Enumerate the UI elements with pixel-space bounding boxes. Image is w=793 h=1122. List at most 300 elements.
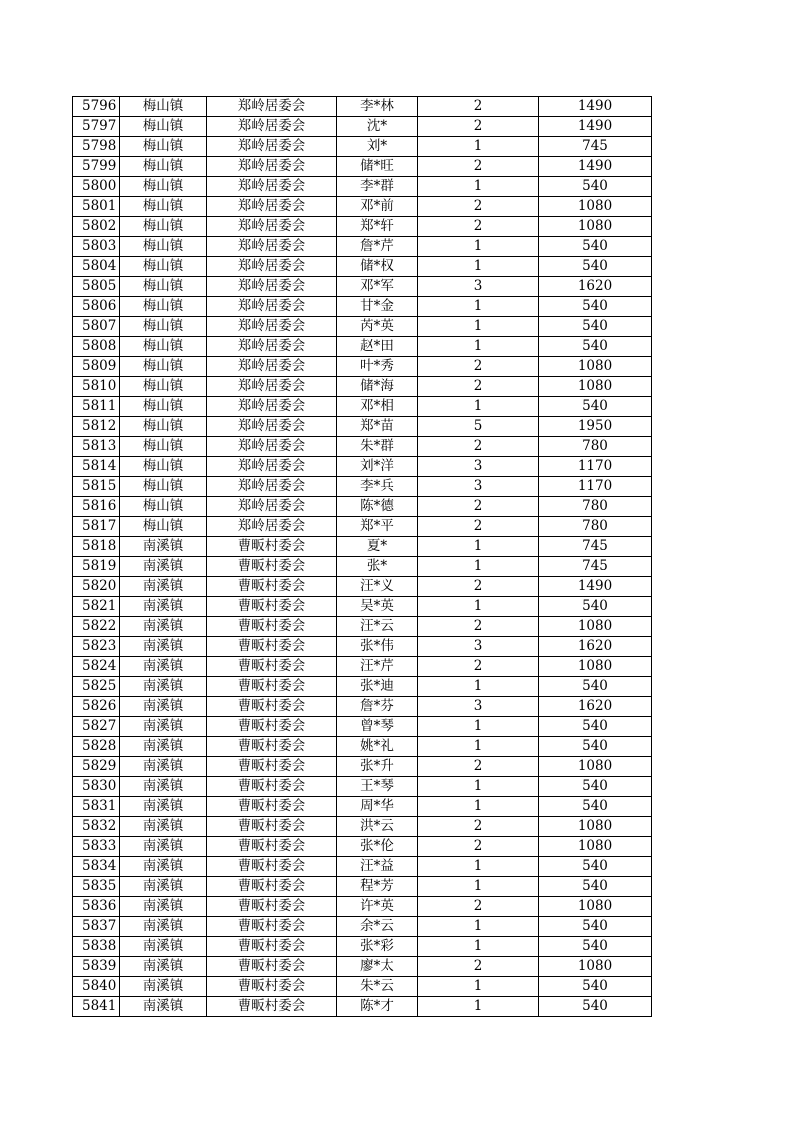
table-row xyxy=(73,737,652,757)
table-row xyxy=(73,617,652,637)
household-count-cell: 1 xyxy=(418,597,539,617)
household-count-cell: 2 xyxy=(418,497,539,517)
table-row xyxy=(73,297,652,317)
row-number-cell: 5797 xyxy=(73,117,120,137)
amount-cell: 540 xyxy=(539,777,652,797)
row-number-cell: 5826 xyxy=(73,697,120,717)
town-cell: 南溪镇 xyxy=(120,697,207,717)
name-cell: 储*权 xyxy=(337,257,418,277)
table-row xyxy=(73,577,652,597)
row-number-cell: 5823 xyxy=(73,637,120,657)
name-cell: 张* xyxy=(337,557,418,577)
row-number-cell: 5834 xyxy=(73,857,120,877)
name-cell: 王*琴 xyxy=(337,777,418,797)
town-cell: 南溪镇 xyxy=(120,577,207,597)
household-count-cell: 1 xyxy=(418,397,539,417)
household-count-cell: 1 xyxy=(418,977,539,997)
town-cell: 南溪镇 xyxy=(120,957,207,977)
name-cell: 刘* xyxy=(337,137,418,157)
table-row xyxy=(73,917,652,937)
town-cell: 南溪镇 xyxy=(120,757,207,777)
name-cell: 张*升 xyxy=(337,757,418,777)
committee-cell: 郑岭居委会 xyxy=(207,117,337,137)
committee-cell: 郑岭居委会 xyxy=(207,457,337,477)
name-cell: 芮*英 xyxy=(337,317,418,337)
household-count-cell: 1 xyxy=(418,557,539,577)
committee-cell: 曹畈村委会 xyxy=(207,657,337,677)
town-cell: 南溪镇 xyxy=(120,857,207,877)
row-number-cell: 5841 xyxy=(73,997,120,1017)
name-cell: 陈*德 xyxy=(337,497,418,517)
table-row xyxy=(73,537,652,557)
committee-cell: 曹畈村委会 xyxy=(207,777,337,797)
amount-cell: 780 xyxy=(539,437,652,457)
town-cell: 南溪镇 xyxy=(120,557,207,577)
table-row xyxy=(73,837,652,857)
name-cell: 刘*洋 xyxy=(337,457,418,477)
row-number-cell: 5812 xyxy=(73,417,120,437)
table-row xyxy=(73,477,652,497)
town-cell: 南溪镇 xyxy=(120,837,207,857)
household-count-cell: 1 xyxy=(418,997,539,1017)
town-cell: 梅山镇 xyxy=(120,257,207,277)
name-cell: 朱*云 xyxy=(337,977,418,997)
amount-cell: 780 xyxy=(539,497,652,517)
amount-cell: 540 xyxy=(539,297,652,317)
committee-cell: 曹畈村委会 xyxy=(207,597,337,617)
town-cell: 梅山镇 xyxy=(120,137,207,157)
row-number-cell: 5827 xyxy=(73,717,120,737)
committee-cell: 曹畈村委会 xyxy=(207,937,337,957)
town-cell: 南溪镇 xyxy=(120,657,207,677)
row-number-cell: 5824 xyxy=(73,657,120,677)
table-row xyxy=(73,97,652,117)
household-count-cell: 1 xyxy=(418,777,539,797)
town-cell: 梅山镇 xyxy=(120,517,207,537)
row-number-cell: 5814 xyxy=(73,457,120,477)
town-cell: 梅山镇 xyxy=(120,457,207,477)
table-row xyxy=(73,557,652,577)
household-count-cell: 2 xyxy=(418,377,539,397)
amount-cell: 1490 xyxy=(539,157,652,177)
name-cell: 朱*群 xyxy=(337,437,418,457)
row-number-cell: 5818 xyxy=(73,537,120,557)
household-count-cell: 2 xyxy=(418,957,539,977)
town-cell: 南溪镇 xyxy=(120,777,207,797)
committee-cell: 郑岭居委会 xyxy=(207,337,337,357)
town-cell: 梅山镇 xyxy=(120,237,207,257)
table-row xyxy=(73,517,652,537)
town-cell: 南溪镇 xyxy=(120,937,207,957)
amount-cell: 1080 xyxy=(539,897,652,917)
town-cell: 南溪镇 xyxy=(120,977,207,997)
committee-cell: 郑岭居委会 xyxy=(207,177,337,197)
household-count-cell: 1 xyxy=(418,177,539,197)
amount-cell: 1080 xyxy=(539,197,652,217)
committee-cell: 曹畈村委会 xyxy=(207,997,337,1017)
row-number-cell: 5801 xyxy=(73,197,120,217)
name-cell: 李*林 xyxy=(337,97,418,117)
household-count-cell: 1 xyxy=(418,857,539,877)
row-number-cell: 5838 xyxy=(73,937,120,957)
amount-cell: 540 xyxy=(539,597,652,617)
row-number-cell: 5810 xyxy=(73,377,120,397)
committee-cell: 郑岭居委会 xyxy=(207,97,337,117)
town-cell: 梅山镇 xyxy=(120,397,207,417)
household-count-cell: 1 xyxy=(418,137,539,157)
row-number-cell: 5796 xyxy=(73,97,120,117)
committee-cell: 曹畈村委会 xyxy=(207,697,337,717)
amount-cell: 540 xyxy=(539,737,652,757)
name-cell: 邓*前 xyxy=(337,197,418,217)
committee-cell: 曹畈村委会 xyxy=(207,737,337,757)
row-number-cell: 5822 xyxy=(73,617,120,637)
name-cell: 吴*英 xyxy=(337,597,418,617)
row-number-cell: 5836 xyxy=(73,897,120,917)
town-cell: 梅山镇 xyxy=(120,117,207,137)
town-cell: 梅山镇 xyxy=(120,277,207,297)
committee-cell: 郑岭居委会 xyxy=(207,297,337,317)
row-number-cell: 5813 xyxy=(73,437,120,457)
table-row xyxy=(73,177,652,197)
row-number-cell: 5811 xyxy=(73,397,120,417)
town-cell: 梅山镇 xyxy=(120,357,207,377)
amount-cell: 540 xyxy=(539,397,652,417)
committee-cell: 曹畈村委会 xyxy=(207,617,337,637)
name-cell: 姚*礼 xyxy=(337,737,418,757)
household-count-cell: 2 xyxy=(418,357,539,377)
row-number-cell: 5832 xyxy=(73,817,120,837)
town-cell: 梅山镇 xyxy=(120,417,207,437)
town-cell: 梅山镇 xyxy=(120,497,207,517)
row-number-cell: 5833 xyxy=(73,837,120,857)
table-row xyxy=(73,337,652,357)
name-cell: 余*云 xyxy=(337,917,418,937)
name-cell: 邓*相 xyxy=(337,397,418,417)
table-row xyxy=(73,817,652,837)
town-cell: 南溪镇 xyxy=(120,897,207,917)
committee-cell: 郑岭居委会 xyxy=(207,257,337,277)
amount-cell: 1080 xyxy=(539,617,652,637)
household-count-cell: 1 xyxy=(418,257,539,277)
committee-cell: 曹畈村委会 xyxy=(207,817,337,837)
amount-cell: 540 xyxy=(539,937,652,957)
row-number-cell: 5821 xyxy=(73,597,120,617)
name-cell: 周*华 xyxy=(337,797,418,817)
table-row xyxy=(73,397,652,417)
committee-cell: 郑岭居委会 xyxy=(207,157,337,177)
row-number-cell: 5820 xyxy=(73,577,120,597)
committee-cell: 郑岭居委会 xyxy=(207,397,337,417)
town-cell: 南溪镇 xyxy=(120,537,207,557)
town-cell: 南溪镇 xyxy=(120,877,207,897)
amount-cell: 1080 xyxy=(539,377,652,397)
name-cell: 汪*益 xyxy=(337,857,418,877)
name-cell: 张*伟 xyxy=(337,637,418,657)
committee-cell: 郑岭居委会 xyxy=(207,497,337,517)
amount-cell: 540 xyxy=(539,237,652,257)
town-cell: 梅山镇 xyxy=(120,157,207,177)
amount-cell: 780 xyxy=(539,517,652,537)
name-cell: 赵*田 xyxy=(337,337,418,357)
town-cell: 南溪镇 xyxy=(120,797,207,817)
name-cell: 甘*金 xyxy=(337,297,418,317)
table-row xyxy=(73,977,652,997)
town-cell: 梅山镇 xyxy=(120,477,207,497)
committee-cell: 郑岭居委会 xyxy=(207,277,337,297)
row-number-cell: 5806 xyxy=(73,297,120,317)
name-cell: 詹*芹 xyxy=(337,237,418,257)
town-cell: 南溪镇 xyxy=(120,637,207,657)
household-count-cell: 2 xyxy=(418,437,539,457)
committee-cell: 郑岭居委会 xyxy=(207,217,337,237)
town-cell: 梅山镇 xyxy=(120,337,207,357)
row-number-cell: 5815 xyxy=(73,477,120,497)
amount-cell: 1490 xyxy=(539,117,652,137)
name-cell: 汪*芹 xyxy=(337,657,418,677)
committee-cell: 曹畈村委会 xyxy=(207,857,337,877)
amount-cell: 1080 xyxy=(539,817,652,837)
table-row xyxy=(73,137,652,157)
committee-cell: 曹畈村委会 xyxy=(207,897,337,917)
committee-cell: 曹畈村委会 xyxy=(207,957,337,977)
committee-cell: 曹畈村委会 xyxy=(207,717,337,737)
name-cell: 储*海 xyxy=(337,377,418,397)
household-count-cell: 5 xyxy=(418,417,539,437)
committee-cell: 曹畈村委会 xyxy=(207,557,337,577)
name-cell: 洪*云 xyxy=(337,817,418,837)
amount-cell: 1080 xyxy=(539,357,652,377)
committee-cell: 曹畈村委会 xyxy=(207,977,337,997)
household-count-cell: 2 xyxy=(418,837,539,857)
household-count-cell: 2 xyxy=(418,757,539,777)
committee-cell: 曹畈村委会 xyxy=(207,577,337,597)
town-cell: 南溪镇 xyxy=(120,997,207,1017)
row-number-cell: 5804 xyxy=(73,257,120,277)
name-cell: 廖*太 xyxy=(337,957,418,977)
household-count-cell: 3 xyxy=(418,277,539,297)
name-cell: 邓*军 xyxy=(337,277,418,297)
row-number-cell: 5808 xyxy=(73,337,120,357)
name-cell: 叶*秀 xyxy=(337,357,418,377)
committee-cell: 郑岭居委会 xyxy=(207,417,337,437)
table-row xyxy=(73,237,652,257)
amount-cell: 1620 xyxy=(539,697,652,717)
table-row xyxy=(73,997,652,1017)
table-row xyxy=(73,897,652,917)
row-number-cell: 5803 xyxy=(73,237,120,257)
name-cell: 汪*义 xyxy=(337,577,418,597)
household-count-cell: 2 xyxy=(418,117,539,137)
table-row xyxy=(73,697,652,717)
table-row xyxy=(73,877,652,897)
amount-cell: 540 xyxy=(539,797,652,817)
household-count-cell: 1 xyxy=(418,677,539,697)
household-count-cell: 1 xyxy=(418,717,539,737)
household-count-cell: 2 xyxy=(418,657,539,677)
table-row xyxy=(73,317,652,337)
household-count-cell: 1 xyxy=(418,537,539,557)
household-count-cell: 3 xyxy=(418,477,539,497)
household-count-cell: 1 xyxy=(418,877,539,897)
row-number-cell: 5839 xyxy=(73,957,120,977)
table-row xyxy=(73,717,652,737)
committee-cell: 郑岭居委会 xyxy=(207,357,337,377)
table-row xyxy=(73,677,652,697)
table-row xyxy=(73,377,652,397)
household-count-cell: 1 xyxy=(418,737,539,757)
row-number-cell: 5837 xyxy=(73,917,120,937)
row-number-cell: 5807 xyxy=(73,317,120,337)
amount-cell: 540 xyxy=(539,917,652,937)
household-count-cell: 1 xyxy=(418,237,539,257)
committee-cell: 曹畈村委会 xyxy=(207,797,337,817)
row-number-cell: 5828 xyxy=(73,737,120,757)
name-cell: 夏* xyxy=(337,537,418,557)
name-cell: 郑*平 xyxy=(337,517,418,537)
town-cell: 梅山镇 xyxy=(120,97,207,117)
town-cell: 梅山镇 xyxy=(120,437,207,457)
amount-cell: 1170 xyxy=(539,457,652,477)
household-count-cell: 1 xyxy=(418,917,539,937)
name-cell: 沈* xyxy=(337,117,418,137)
household-count-cell: 2 xyxy=(418,517,539,537)
table-row xyxy=(73,417,652,437)
table-row xyxy=(73,157,652,177)
row-number-cell: 5825 xyxy=(73,677,120,697)
amount-cell: 1080 xyxy=(539,757,652,777)
committee-cell: 郑岭居委会 xyxy=(207,437,337,457)
town-cell: 梅山镇 xyxy=(120,217,207,237)
amount-cell: 540 xyxy=(539,677,652,697)
name-cell: 郑*苗 xyxy=(337,417,418,437)
household-count-cell: 2 xyxy=(418,197,539,217)
amount-cell: 1080 xyxy=(539,837,652,857)
amount-cell: 1950 xyxy=(539,417,652,437)
committee-cell: 郑岭居委会 xyxy=(207,377,337,397)
amount-cell: 1080 xyxy=(539,657,652,677)
town-cell: 南溪镇 xyxy=(120,737,207,757)
table-row xyxy=(73,457,652,477)
amount-cell: 1080 xyxy=(539,957,652,977)
household-count-cell: 2 xyxy=(418,217,539,237)
committee-cell: 郑岭居委会 xyxy=(207,477,337,497)
name-cell: 张*伦 xyxy=(337,837,418,857)
name-cell: 郑*轩 xyxy=(337,217,418,237)
household-count-cell: 1 xyxy=(418,297,539,317)
row-number-cell: 5831 xyxy=(73,797,120,817)
table-row xyxy=(73,277,652,297)
name-cell: 许*英 xyxy=(337,897,418,917)
amount-cell: 540 xyxy=(539,717,652,737)
table-row xyxy=(73,757,652,777)
name-cell: 储*旺 xyxy=(337,157,418,177)
household-count-cell: 2 xyxy=(418,817,539,837)
town-cell: 南溪镇 xyxy=(120,917,207,937)
committee-cell: 曹畈村委会 xyxy=(207,537,337,557)
town-cell: 南溪镇 xyxy=(120,817,207,837)
household-count-cell: 1 xyxy=(418,337,539,357)
committee-cell: 郑岭居委会 xyxy=(207,517,337,537)
amount-cell: 540 xyxy=(539,317,652,337)
row-number-cell: 5835 xyxy=(73,877,120,897)
amount-cell: 540 xyxy=(539,977,652,997)
amount-cell: 745 xyxy=(539,137,652,157)
name-cell: 李*兵 xyxy=(337,477,418,497)
row-number-cell: 5799 xyxy=(73,157,120,177)
committee-cell: 曹畈村委会 xyxy=(207,637,337,657)
town-cell: 梅山镇 xyxy=(120,317,207,337)
row-number-cell: 5802 xyxy=(73,217,120,237)
household-count-cell: 2 xyxy=(418,157,539,177)
table-row xyxy=(73,197,652,217)
name-cell: 张*彩 xyxy=(337,937,418,957)
household-count-cell: 1 xyxy=(418,317,539,337)
name-cell: 李*群 xyxy=(337,177,418,197)
row-number-cell: 5819 xyxy=(73,557,120,577)
row-number-cell: 5800 xyxy=(73,177,120,197)
committee-cell: 曹畈村委会 xyxy=(207,877,337,897)
table-row xyxy=(73,257,652,277)
name-cell: 陈*才 xyxy=(337,997,418,1017)
amount-cell: 540 xyxy=(539,877,652,897)
row-number-cell: 5829 xyxy=(73,757,120,777)
town-cell: 南溪镇 xyxy=(120,717,207,737)
town-cell: 梅山镇 xyxy=(120,297,207,317)
household-count-cell: 3 xyxy=(418,697,539,717)
amount-cell: 745 xyxy=(539,537,652,557)
committee-cell: 曹畈村委会 xyxy=(207,837,337,857)
town-cell: 梅山镇 xyxy=(120,177,207,197)
committee-cell: 曹畈村委会 xyxy=(207,917,337,937)
row-number-cell: 5817 xyxy=(73,517,120,537)
household-count-cell: 1 xyxy=(418,937,539,957)
amount-cell: 540 xyxy=(539,997,652,1017)
town-cell: 南溪镇 xyxy=(120,597,207,617)
row-number-cell: 5840 xyxy=(73,977,120,997)
amount-cell: 540 xyxy=(539,337,652,357)
row-number-cell: 5805 xyxy=(73,277,120,297)
table-row xyxy=(73,217,652,237)
table-row xyxy=(73,797,652,817)
town-cell: 南溪镇 xyxy=(120,617,207,637)
row-number-cell: 5830 xyxy=(73,777,120,797)
table-row xyxy=(73,637,652,657)
name-cell: 程*芳 xyxy=(337,877,418,897)
amount-cell: 540 xyxy=(539,857,652,877)
committee-cell: 曹畈村委会 xyxy=(207,757,337,777)
town-cell: 梅山镇 xyxy=(120,197,207,217)
amount-cell: 540 xyxy=(539,177,652,197)
name-cell: 詹*芬 xyxy=(337,697,418,717)
data-table xyxy=(72,96,652,1017)
table-row xyxy=(73,597,652,617)
table-row xyxy=(73,657,652,677)
committee-cell: 曹畈村委会 xyxy=(207,677,337,697)
committee-cell: 郑岭居委会 xyxy=(207,197,337,217)
amount-cell: 540 xyxy=(539,257,652,277)
amount-cell: 1490 xyxy=(539,577,652,597)
table-row xyxy=(73,497,652,517)
row-number-cell: 5809 xyxy=(73,357,120,377)
table-row xyxy=(73,937,652,957)
row-number-cell: 5816 xyxy=(73,497,120,517)
household-count-cell: 3 xyxy=(418,637,539,657)
household-count-cell: 2 xyxy=(418,897,539,917)
amount-cell: 1490 xyxy=(539,97,652,117)
name-cell: 曾*琴 xyxy=(337,717,418,737)
name-cell: 汪*云 xyxy=(337,617,418,637)
